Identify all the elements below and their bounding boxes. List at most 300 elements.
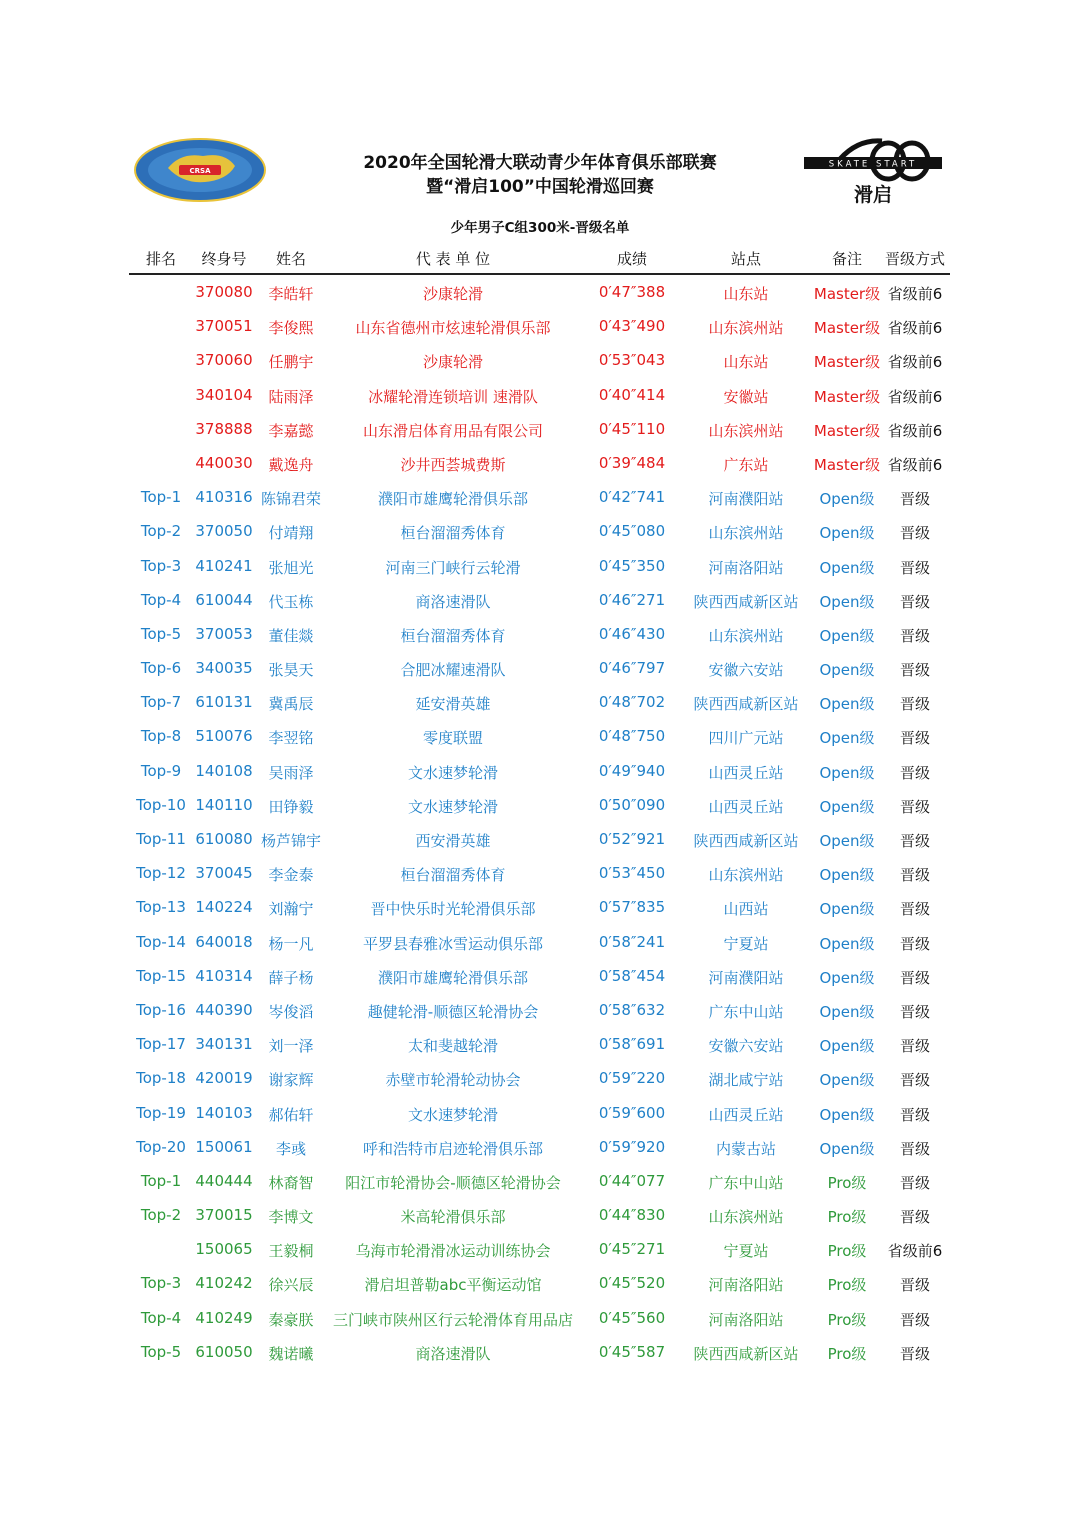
table-row [0, 655, 1080, 689]
table-row [0, 313, 1080, 347]
id-cell: 370080 [195, 283, 253, 301]
id-cell: 140108 [195, 761, 253, 780]
note-cell: Pro级 [827, 1276, 867, 1295]
table-row [0, 553, 1080, 587]
note-cell: Master级 [813, 285, 881, 303]
time-cell: 0′53″450 [598, 864, 666, 883]
rank-cell: Top-6 [140, 659, 182, 678]
note-cell: Open级 [819, 695, 875, 714]
table-row [0, 1065, 1080, 1099]
team-cell: 呼和浩特市启迹轮滑俱乐部 [362, 1139, 543, 1158]
advance-cell: 晋级 [899, 695, 930, 714]
table-row [0, 1031, 1080, 1065]
site-cell: 陕西西咸新区站 [693, 592, 799, 611]
association-logo [133, 138, 267, 202]
note-cell: Open级 [819, 558, 875, 577]
note-cell: Open级 [819, 1002, 875, 1021]
id-cell: 410241 [195, 556, 253, 575]
rank-cell: Top-1 [140, 1171, 182, 1190]
time-cell: 0′49″940 [598, 761, 666, 780]
col-adv-header: 晋级方式 [884, 250, 945, 268]
team-cell: 乌海市轮滑滑冰运动训练协会 [355, 1242, 551, 1261]
team-cell: 沙井西荟城费斯 [400, 455, 506, 474]
rank-cell: Top-13 [136, 898, 186, 917]
advance-cell: 晋级 [899, 763, 930, 782]
note-cell: Master级 [813, 387, 881, 406]
id-cell: 370051 [195, 317, 253, 336]
time-cell: 0′53″043 [598, 351, 666, 370]
name-cell: 李博文 [268, 1208, 314, 1227]
time-cell: 0′45″587 [598, 1342, 666, 1361]
rank-cell: Top-3 [140, 556, 182, 575]
table-row [0, 518, 1080, 552]
id-cell: 370015 [195, 1206, 253, 1225]
note-cell: Open级 [819, 524, 875, 543]
team-cell: 文水速梦轮滑 [407, 763, 498, 782]
name-cell: 谢家辉 [268, 1071, 314, 1090]
id-cell: 410316 [195, 488, 253, 507]
rank-cell: Top-17 [136, 1035, 186, 1054]
site-cell: 陕西西咸新区站 [693, 1344, 799, 1363]
skate-start-logo [800, 133, 945, 211]
table-row [0, 1236, 1080, 1270]
rank-cell: Top-8 [140, 727, 182, 746]
site-cell: 河南洛阳站 [708, 1276, 784, 1295]
table-row [0, 484, 1080, 518]
site-cell: 河南濮阳站 [708, 968, 784, 987]
name-cell: 张旭光 [268, 558, 314, 577]
site-cell: 山东滨州站 [708, 524, 784, 543]
site-cell: 广东中山站 [708, 1002, 784, 1021]
site-cell: 山西站 [723, 900, 769, 919]
rank-cell: Top-18 [136, 1069, 186, 1088]
site-cell: 山东滨州站 [708, 626, 784, 645]
team-cell: 文水速梦轮滑 [407, 797, 498, 816]
name-cell: 林裔智 [268, 1173, 314, 1192]
advance-cell: 省级前6 [887, 421, 943, 440]
table-row [0, 929, 1080, 963]
site-cell: 陕西西咸新区站 [693, 832, 799, 850]
table-row [0, 587, 1080, 621]
id-cell: 140224 [195, 898, 253, 917]
advance-cell: 晋级 [899, 592, 930, 611]
advance-cell: 省级前6 [887, 1242, 943, 1261]
site-cell: 安徽六安站 [708, 1037, 784, 1056]
rank-cell: Top-4 [140, 590, 182, 609]
name-cell: 陆雨泽 [268, 387, 314, 406]
time-cell: 0′45″110 [598, 419, 666, 438]
id-cell: 440390 [195, 1000, 253, 1019]
team-cell: 濮阳市雄鹰轮滑俱乐部 [377, 968, 528, 987]
rank-cell: Top-20 [136, 1137, 186, 1156]
team-cell: 山东省德州市炫速轮滑俱乐部 [355, 319, 551, 338]
name-cell: 徐兴辰 [268, 1276, 314, 1295]
team-cell: 滑启坦普勒abc平衡运动馆 [364, 1276, 542, 1295]
advance-cell: 晋级 [899, 866, 930, 885]
id-cell: 510076 [195, 727, 253, 746]
table-row [0, 416, 1080, 450]
id-cell: 610131 [195, 693, 253, 712]
site-cell: 河南洛阳站 [708, 1310, 784, 1329]
table-row [0, 1339, 1080, 1373]
table-row [0, 758, 1080, 792]
table-row [0, 1305, 1080, 1339]
team-cell: 冰耀轮滑连锁培训 速滑队 [368, 387, 538, 406]
rank-cell: Top-3 [140, 1274, 182, 1293]
team-cell: 平罗县春雅冰雪运动俱乐部 [362, 934, 543, 953]
advance-cell: 晋级 [899, 1310, 930, 1329]
id-cell: 440030 [195, 453, 253, 472]
site-cell: 山东站 [723, 285, 769, 303]
id-cell: 370045 [195, 864, 253, 883]
col-name-header: 姓名 [275, 250, 306, 268]
rank-cell: Top-2 [140, 522, 182, 541]
team-cell: 趣健轮滑-顺德区轮滑协会 [367, 1002, 539, 1021]
note-cell: Master级 [813, 319, 881, 338]
name-cell: 刘瀚宁 [268, 900, 314, 919]
name-cell: 郝佑轩 [268, 1105, 314, 1124]
site-cell: 宁夏站 [723, 1242, 769, 1261]
col-team-header: 代 表 单 位 [415, 250, 491, 268]
id-cell: 410249 [195, 1308, 253, 1327]
time-cell: 0′45″560 [598, 1308, 666, 1327]
id-cell: 440444 [195, 1171, 253, 1190]
note-cell: Open级 [819, 866, 875, 885]
team-cell: 延安滑英雄 [415, 695, 491, 714]
team-cell: 三门峡市陕州区行云轮滑体育用品店 [332, 1310, 573, 1329]
team-cell: 桓台溜溜秀体育 [400, 626, 506, 645]
time-cell: 0′48″750 [598, 727, 666, 746]
table-row [0, 1270, 1080, 1304]
id-cell: 140103 [195, 1103, 253, 1122]
note-cell: Open级 [819, 1071, 875, 1090]
site-cell: 湖北咸宁站 [708, 1071, 784, 1090]
col-site-header: 站点 [730, 250, 761, 268]
table-row [0, 723, 1080, 757]
document-subtitle: 少年男子C组300米-晋级名单 [450, 220, 630, 236]
table-row [0, 860, 1080, 894]
name-cell: 任鹏宇 [268, 353, 314, 372]
rank-cell: Top-2 [140, 1206, 182, 1225]
table-header [0, 248, 1080, 268]
team-cell: 阳江市轮滑协会-顺德区轮滑协会 [345, 1173, 561, 1192]
id-cell: 370060 [195, 351, 253, 370]
svg-text:CRSA: CRSA [189, 167, 211, 175]
time-cell: 0′52″921 [598, 830, 666, 848]
advance-cell: 晋级 [899, 832, 930, 850]
time-cell: 0′45″520 [598, 1274, 666, 1293]
id-cell: 150065 [195, 1240, 253, 1259]
id-cell: 370050 [195, 522, 253, 541]
advance-cell: 省级前6 [887, 387, 943, 406]
id-cell: 340035 [195, 659, 253, 678]
rank-cell: Top-5 [140, 1342, 182, 1361]
advance-cell: 晋级 [899, 558, 930, 577]
name-cell: 刘一泽 [268, 1037, 314, 1056]
team-cell: 桓台溜溜秀体育 [400, 524, 506, 543]
note-cell: Open级 [819, 592, 875, 611]
time-cell: 0′45″350 [598, 556, 666, 575]
team-cell: 河南三门峡行云轮滑 [385, 558, 521, 577]
team-cell: 零度联盟 [422, 729, 483, 748]
header-divider [129, 273, 950, 275]
site-cell: 广东站 [723, 455, 769, 474]
name-cell: 李嘉懿 [268, 421, 314, 440]
site-cell: 广东中山站 [708, 1173, 784, 1192]
id-cell: 410242 [195, 1274, 253, 1293]
time-cell: 0′58″241 [598, 932, 666, 951]
site-cell: 山东站 [723, 353, 769, 372]
logo-brand-text: 滑启 [853, 184, 893, 206]
id-cell: 420019 [195, 1069, 253, 1088]
id-cell: 410314 [195, 966, 253, 985]
advance-cell: 晋级 [899, 1173, 930, 1192]
advance-cell: 晋级 [899, 900, 930, 919]
time-cell: 0′46″797 [598, 659, 666, 678]
advance-cell: 晋级 [899, 626, 930, 645]
rank-cell: Top-19 [136, 1103, 186, 1122]
table-row [0, 963, 1080, 997]
site-cell: 河南濮阳站 [708, 490, 784, 509]
rank-cell: Top-7 [140, 693, 182, 712]
team-cell: 合肥冰耀速滑队 [400, 661, 506, 680]
note-cell: Open级 [819, 661, 875, 680]
id-cell: 140110 [195, 795, 253, 814]
table-row [0, 1202, 1080, 1236]
note-cell: Master级 [813, 421, 881, 440]
time-cell: 0′45″271 [598, 1240, 666, 1259]
rank-cell: Top-10 [136, 795, 186, 814]
site-cell: 山东滨州站 [708, 421, 784, 440]
name-cell: 陈锦君荣 [260, 490, 321, 509]
team-cell: 山东滑启体育用品有限公司 [362, 421, 543, 440]
name-cell: 付靖翔 [268, 524, 314, 543]
table-row [0, 1100, 1080, 1134]
rank-cell: Top-5 [140, 624, 182, 643]
note-cell: Pro级 [827, 1208, 867, 1227]
advance-cell: 省级前6 [887, 353, 943, 372]
advance-cell: 省级前6 [887, 319, 943, 338]
site-cell: 山东滨州站 [708, 1208, 784, 1227]
time-cell: 0′47″388 [598, 283, 666, 301]
rank-cell: Top-12 [136, 864, 186, 883]
note-cell: Open级 [819, 1037, 875, 1056]
note-cell: Open级 [819, 626, 875, 645]
name-cell: 董佳燚 [268, 626, 314, 645]
document-title: 2020年全国轮滑大联动青少年体育俱乐部联赛 [363, 153, 717, 173]
time-cell: 0′58″632 [598, 1000, 666, 1019]
time-cell: 0′58″454 [598, 966, 666, 985]
advance-cell: 晋级 [899, 729, 930, 748]
name-cell: 杨芦锦宇 [260, 832, 321, 850]
table-row [0, 792, 1080, 826]
note-cell: Open级 [819, 832, 875, 850]
note-cell: Open级 [819, 1105, 875, 1124]
time-cell: 0′59″920 [598, 1137, 666, 1156]
name-cell: 秦豪朕 [268, 1310, 314, 1329]
time-cell: 0′44″077 [598, 1171, 666, 1190]
note-cell: Master级 [813, 455, 881, 474]
rank-cell: Top-4 [140, 1308, 182, 1327]
name-cell: 李俊熙 [268, 319, 314, 338]
team-cell: 太和斐越轮滑 [407, 1037, 498, 1056]
site-cell: 河南洛阳站 [708, 558, 784, 577]
advance-cell: 晋级 [899, 661, 930, 680]
site-cell: 安徽站 [723, 387, 769, 406]
advance-cell: 晋级 [899, 1071, 930, 1090]
table-row [0, 826, 1080, 860]
team-cell: 赤壁市轮滑轮动协会 [385, 1071, 521, 1090]
table-row [0, 1168, 1080, 1202]
id-cell: 378888 [195, 419, 253, 438]
team-cell: 沙康轮滑 [422, 285, 483, 303]
id-cell: 340104 [195, 385, 253, 404]
name-cell: 李彧 [275, 1139, 306, 1158]
rank-cell: Top-15 [136, 966, 186, 985]
name-cell: 王毅桐 [268, 1242, 314, 1261]
advance-cell: 晋级 [899, 1037, 930, 1056]
advance-cell: 晋级 [899, 968, 930, 987]
note-cell: Pro级 [827, 1242, 867, 1261]
site-cell: 陕西西咸新区站 [693, 695, 799, 714]
advance-cell: 晋级 [899, 1276, 930, 1295]
table-row [0, 279, 1080, 313]
team-cell: 桓台溜溜秀体育 [400, 866, 506, 885]
site-cell: 山东滨州站 [708, 866, 784, 885]
table-row [0, 1134, 1080, 1168]
team-cell: 沙康轮滑 [422, 353, 483, 372]
name-cell: 李皓轩 [268, 285, 314, 303]
table-row [0, 450, 1080, 484]
table-row [0, 621, 1080, 655]
results-table [0, 279, 1080, 1373]
note-cell: Open级 [819, 934, 875, 953]
advance-cell: 晋级 [899, 934, 930, 953]
name-cell: 冀禹辰 [268, 695, 314, 714]
col-note-header: 备注 [831, 250, 862, 268]
rank-cell: Top-11 [136, 830, 186, 848]
col-rank-header: 排名 [145, 250, 176, 268]
id-cell: 610044 [195, 590, 253, 609]
id-cell: 340131 [195, 1035, 253, 1054]
name-cell: 田铮毅 [268, 797, 314, 816]
note-cell: Master级 [813, 353, 881, 372]
advance-cell: 晋级 [899, 1139, 930, 1158]
time-cell: 0′44″830 [598, 1206, 666, 1225]
team-cell: 文水速梦轮滑 [407, 1105, 498, 1124]
document-title-line2: 暨“滑启100”中国轮滑巡回赛 [426, 177, 654, 197]
id-cell: 640018 [195, 932, 253, 951]
site-cell: 安徽六安站 [708, 661, 784, 680]
rank-cell: Top-14 [136, 932, 186, 951]
col-time-header: 成绩 [616, 250, 647, 268]
name-cell: 魏诺曦 [268, 1344, 314, 1363]
team-cell: 米高轮滑俱乐部 [400, 1208, 506, 1227]
note-cell: Open级 [819, 968, 875, 987]
advance-cell: 晋级 [899, 1002, 930, 1021]
time-cell: 0′57″835 [598, 898, 666, 917]
advance-cell: 晋级 [899, 1105, 930, 1124]
team-cell: 西安滑英雄 [415, 832, 491, 850]
id-cell: 150061 [195, 1137, 253, 1156]
team-cell: 濮阳市雄鹰轮滑俱乐部 [377, 490, 528, 509]
time-cell: 0′39″484 [598, 453, 666, 472]
site-cell: 山西灵丘站 [708, 1105, 784, 1124]
advance-cell: 晋级 [899, 797, 930, 816]
site-cell: 山西灵丘站 [708, 797, 784, 816]
note-cell: Open级 [819, 490, 875, 509]
site-cell: 山西灵丘站 [708, 763, 784, 782]
rank-cell: Top-1 [140, 488, 182, 507]
time-cell: 0′48″702 [598, 693, 666, 712]
advance-cell: 省级前6 [887, 285, 943, 303]
team-cell: 商洛速滑队 [415, 1344, 491, 1363]
note-cell: Open级 [819, 797, 875, 816]
time-cell: 0′46″430 [598, 624, 666, 643]
table-row [0, 894, 1080, 928]
team-cell: 晋中快乐时光轮滑俱乐部 [370, 900, 536, 919]
note-cell: Pro级 [827, 1173, 867, 1192]
time-cell: 0′46″271 [598, 590, 666, 609]
name-cell: 张昊天 [268, 661, 314, 680]
time-cell: 0′43″490 [598, 317, 666, 336]
advance-cell: 晋级 [899, 490, 930, 509]
id-cell: 610080 [195, 830, 253, 848]
time-cell: 0′42″741 [598, 488, 666, 507]
site-cell: 宁夏站 [723, 934, 769, 953]
site-cell: 山东滨州站 [708, 319, 784, 338]
note-cell: Pro级 [827, 1310, 867, 1329]
table-row [0, 382, 1080, 416]
col-id-header: 终身号 [201, 250, 247, 268]
time-cell: 0′59″600 [598, 1103, 666, 1122]
id-cell: 610050 [195, 1342, 253, 1361]
team-cell: 商洛速滑队 [415, 592, 491, 611]
time-cell: 0′58″691 [598, 1035, 666, 1054]
advance-cell: 晋级 [899, 1208, 930, 1227]
rank-cell: Top-16 [136, 1000, 186, 1019]
name-cell: 吴雨泽 [268, 763, 314, 782]
note-cell: Open级 [819, 1139, 875, 1158]
time-cell: 0′45″080 [598, 522, 666, 541]
id-cell: 370053 [195, 624, 253, 643]
time-cell: 0′50″090 [598, 795, 666, 814]
logo-tagline: SKATE START [828, 159, 918, 170]
advance-cell: 省级前6 [887, 455, 943, 474]
table-row [0, 689, 1080, 723]
site-cell: 内蒙古站 [715, 1139, 776, 1158]
table-row [0, 347, 1080, 381]
name-cell: 戴逸舟 [268, 455, 314, 474]
name-cell: 岑俊滔 [268, 1002, 314, 1021]
site-cell: 四川广元站 [708, 729, 784, 748]
note-cell: Open级 [819, 900, 875, 919]
note-cell: Open级 [819, 763, 875, 782]
rank-cell: Top-9 [140, 761, 182, 780]
advance-cell: 晋级 [899, 524, 930, 543]
name-cell: 薛子杨 [268, 968, 314, 987]
advance-cell: 晋级 [899, 1344, 930, 1363]
time-cell: 0′40″414 [598, 385, 666, 404]
table-row [0, 997, 1080, 1031]
note-cell: Pro级 [827, 1344, 867, 1363]
name-cell: 李金泰 [268, 866, 314, 885]
name-cell: 李翌铭 [268, 729, 314, 748]
name-cell: 杨一凡 [268, 934, 314, 953]
note-cell: Open级 [819, 729, 875, 748]
time-cell: 0′59″220 [598, 1069, 666, 1088]
name-cell: 代玉栋 [268, 592, 314, 611]
